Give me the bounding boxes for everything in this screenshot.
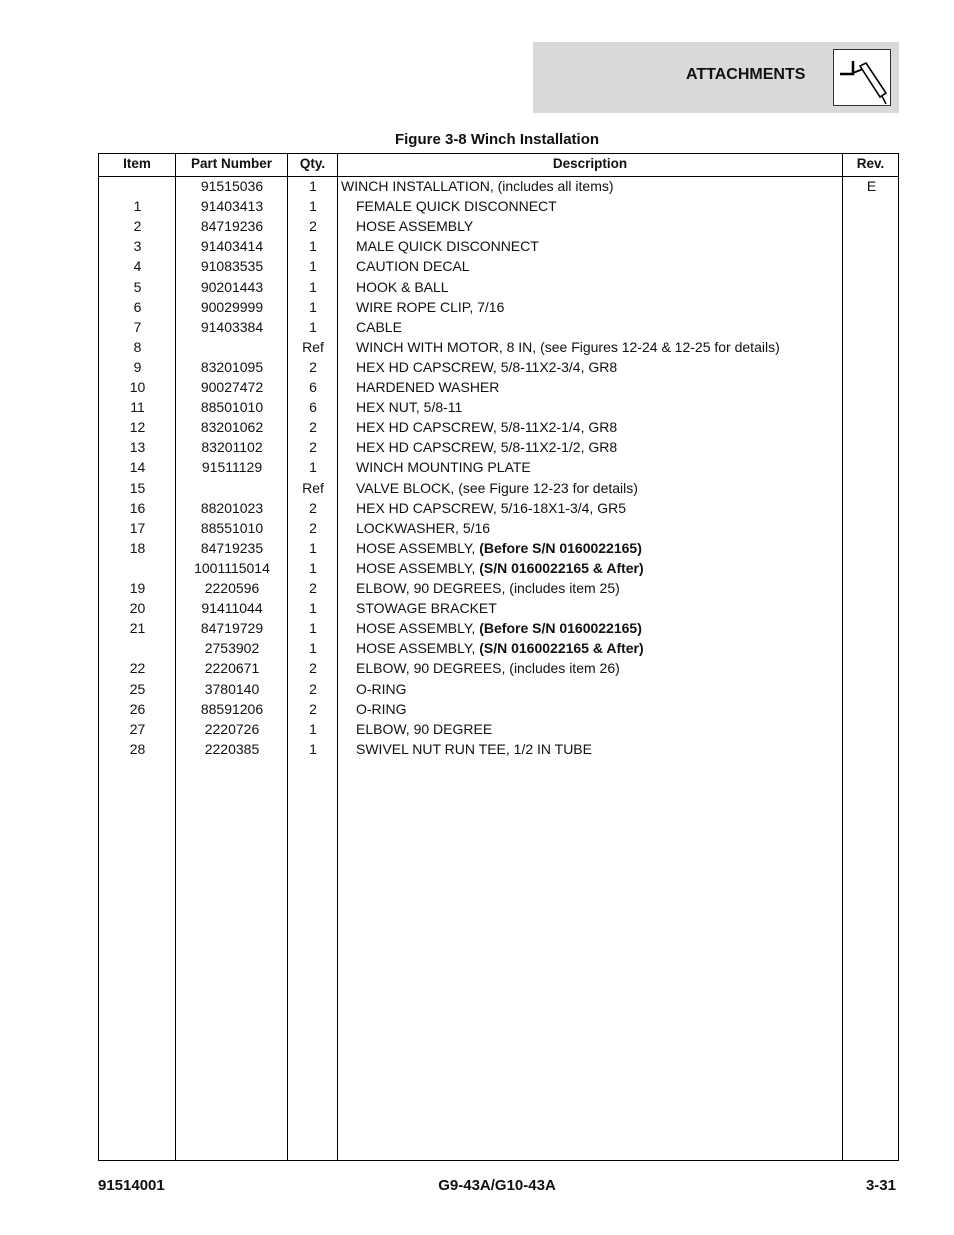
- quantity: 2: [309, 700, 317, 717]
- quantity: 2: [309, 519, 317, 536]
- table-row: [99, 337, 898, 357]
- table-row: [99, 317, 898, 337]
- part-number: 91511129: [201, 459, 263, 476]
- description-text: HEX HD CAPSCREW, 5/16-18X1-3/4, GR5: [356, 499, 626, 516]
- quantity: 2: [309, 499, 317, 516]
- column-header-rev: Rev.: [856, 156, 885, 171]
- part-number: 2220671: [204, 660, 260, 677]
- item-number: 27: [129, 720, 146, 737]
- table-row: [99, 176, 898, 196]
- serial-range-note: (S/N 0160022165 & After): [479, 559, 644, 576]
- part-number: 88501010: [200, 399, 264, 416]
- table-row: [99, 256, 898, 276]
- item-number: 8: [133, 338, 142, 355]
- description: [356, 518, 856, 538]
- description-text: FEMALE QUICK DISCONNECT: [356, 198, 557, 215]
- description-text: HEX HD CAPSCREW, 5/8-11X2-3/4, GR8: [356, 358, 618, 375]
- part-number: 2220385: [204, 740, 260, 757]
- table-row: [99, 478, 898, 498]
- item-number: 1: [133, 198, 142, 215]
- quantity: 1: [309, 720, 317, 737]
- quantity: 6: [309, 379, 317, 395]
- part-number: 91403384: [200, 318, 264, 335]
- description-text: WINCH WITH MOTOR, 8 IN, (see Figures 12-24 & 12-25 for details): [356, 338, 780, 355]
- table-row: [99, 618, 898, 638]
- description-text: O-RING: [356, 680, 407, 697]
- quantity: 1: [309, 178, 317, 194]
- part-number: 91403414: [200, 238, 264, 255]
- table-row: [99, 437, 898, 457]
- revision: E: [866, 178, 877, 194]
- description-text: ELBOW, 90 DEGREES, (includes item 26): [356, 660, 620, 677]
- description-text: LOCKWASHER, 5/16: [356, 519, 491, 536]
- description: [356, 638, 856, 658]
- description: [356, 297, 856, 317]
- part-number: 3780140: [204, 680, 260, 697]
- description-text: STOWAGE BRACKET: [356, 600, 497, 617]
- table-row: [99, 719, 898, 739]
- quantity: 1: [309, 600, 317, 617]
- item-number: 10: [129, 379, 146, 395]
- description-text: MALE QUICK DISCONNECT: [356, 238, 539, 255]
- column-header-part-number: Part Number: [190, 156, 273, 171]
- description: [356, 397, 856, 417]
- table-row: [99, 598, 898, 618]
- part-number: 90029999: [200, 298, 264, 315]
- quantity: 2: [309, 358, 317, 375]
- description: [356, 739, 856, 759]
- quantity: 1: [309, 640, 317, 657]
- item-number: 26: [129, 700, 146, 717]
- part-number: 88201023: [200, 499, 264, 516]
- description: [356, 578, 856, 598]
- item-number: 22: [129, 660, 146, 677]
- table-row: [99, 457, 898, 477]
- item-number: 6: [133, 298, 142, 315]
- footer-page-number: 3-31: [865, 1177, 896, 1194]
- serial-range-note: (S/N 0160022165 & After): [479, 640, 644, 657]
- table-row: [99, 196, 898, 216]
- table-row: [99, 518, 898, 538]
- description-text: HEX HD CAPSCREW, 5/8-11X2-1/2, GR8: [356, 439, 618, 456]
- description-text: WIRE ROPE CLIP, 7/16: [356, 298, 505, 315]
- part-number: 2220726: [204, 720, 260, 737]
- table-row: [99, 699, 898, 719]
- item-number: 28: [129, 740, 146, 757]
- quantity: 2: [309, 419, 317, 436]
- quantity: 2: [309, 680, 317, 697]
- description: [356, 457, 856, 477]
- description: [356, 317, 856, 337]
- quantity: 1: [309, 539, 317, 556]
- quantity: 1: [309, 620, 317, 637]
- item-number: 15: [129, 479, 146, 496]
- description: [356, 256, 856, 276]
- part-number: 84719236: [200, 218, 264, 235]
- description: [356, 658, 856, 678]
- table-row: [99, 236, 898, 256]
- description: [356, 719, 856, 739]
- table-row: [99, 297, 898, 317]
- description: [341, 176, 841, 196]
- item-number: 12: [129, 419, 146, 436]
- part-number: 91083535: [200, 258, 264, 275]
- footer-document-number: 91514001: [98, 1177, 165, 1194]
- part-number: 83201102: [201, 439, 263, 456]
- item-number: 20: [129, 600, 146, 617]
- part-number: 83201062: [200, 419, 264, 436]
- quantity: 1: [309, 238, 317, 255]
- description: [356, 437, 856, 457]
- column-header-qty: Qty.: [299, 156, 326, 171]
- table-row: [99, 739, 898, 759]
- description: [356, 498, 856, 518]
- description: [356, 277, 856, 297]
- table-row: [99, 377, 898, 397]
- quantity: 1: [309, 258, 317, 275]
- item-number: 7: [133, 318, 142, 335]
- description: [356, 196, 856, 216]
- description: [356, 236, 856, 256]
- table-row: [99, 277, 898, 297]
- quantity: 1: [309, 459, 317, 476]
- description: [356, 417, 856, 437]
- item-number: 3: [133, 238, 142, 255]
- item-number: 21: [129, 620, 146, 637]
- quantity: 1: [309, 298, 317, 315]
- table-row: [99, 498, 898, 518]
- description-text: HARDENED WASHER: [356, 379, 500, 395]
- item-number: 14: [129, 459, 146, 476]
- description: [356, 558, 856, 578]
- item-number: 18: [129, 539, 146, 556]
- quantity: 1: [309, 198, 317, 215]
- description-text: HOSE ASSEMBLY: [356, 218, 474, 235]
- column-header-item: Item: [123, 156, 151, 171]
- part-number: 91411044: [201, 600, 263, 617]
- table-row: [99, 397, 898, 417]
- part-number: 2220596: [204, 580, 260, 596]
- serial-range-note: (Before S/N 0160022165): [479, 620, 642, 637]
- table-row: [99, 658, 898, 678]
- part-number: 88591206: [200, 700, 264, 717]
- quantity: 1: [309, 318, 317, 335]
- figure-title: Figure 3-8 Winch Installation: [394, 131, 600, 148]
- description-text: CAUTION DECAL: [356, 258, 470, 275]
- footer-model: G9-43A/G10-43A: [438, 1177, 556, 1194]
- quantity: 2: [309, 660, 317, 677]
- part-number: 91515036: [200, 178, 264, 194]
- description: [356, 618, 856, 638]
- item-number: 25: [129, 680, 146, 697]
- item-number: 2: [133, 218, 142, 235]
- parts-table: [98, 153, 899, 1161]
- table-row: [99, 216, 898, 236]
- description-text: HOSE ASSEMBLY,: [356, 640, 480, 657]
- item-number: 11: [130, 399, 145, 416]
- table-row: [99, 679, 898, 699]
- table-row: [99, 558, 898, 578]
- part-number: 84719729: [200, 620, 264, 637]
- part-number: 83201095: [200, 358, 264, 375]
- quantity: Ref: [302, 479, 324, 496]
- description-text: VALVE BLOCK, (see Figure 12-23 for details): [356, 479, 638, 496]
- table-row: [99, 538, 898, 558]
- quantity: 2: [309, 580, 317, 596]
- item-number: 19: [129, 580, 146, 596]
- description-text: HOSE ASSEMBLY,: [356, 620, 480, 637]
- table-row: [99, 638, 898, 658]
- item-number: 9: [133, 358, 142, 375]
- column-header-description: Description: [552, 156, 628, 171]
- table-row: [99, 357, 898, 377]
- quantity: 2: [309, 218, 317, 235]
- quantity: 2: [309, 439, 317, 456]
- description-text: CABLE: [356, 318, 402, 335]
- quantity: Ref: [302, 338, 324, 355]
- description: [356, 216, 856, 236]
- description: [356, 679, 856, 699]
- part-number: 90201443: [200, 278, 264, 295]
- description-text: HOSE ASSEMBLY,: [356, 539, 480, 556]
- description-text: WINCH INSTALLATION, (includes all items): [341, 178, 614, 194]
- item-number: 13: [129, 439, 146, 456]
- serial-range-note: (Before S/N 0160022165): [479, 539, 642, 556]
- section-title: ATTACHMENTS: [686, 66, 806, 83]
- description-text: HOSE ASSEMBLY,: [356, 559, 480, 576]
- quantity: 1: [309, 278, 317, 295]
- item-number: 4: [133, 258, 142, 275]
- table-row: [99, 417, 898, 437]
- part-number: 91403413: [200, 198, 264, 215]
- part-number: 2753902: [204, 640, 260, 657]
- part-number: 84719235: [200, 539, 264, 556]
- description: [356, 357, 856, 377]
- item-number: 5: [133, 278, 142, 295]
- description: [356, 377, 856, 397]
- description-text: ELBOW, 90 DEGREES, (includes item 25): [356, 580, 620, 596]
- description: [356, 478, 856, 498]
- description-text: HEX NUT, 5/8-11: [356, 399, 463, 416]
- description: [356, 598, 856, 618]
- description: [356, 538, 856, 558]
- part-number: 88551010: [200, 519, 264, 536]
- item-number: 16: [129, 499, 146, 516]
- quantity: 1: [309, 559, 317, 576]
- part-number: 90027472: [200, 379, 264, 395]
- part-number: 1001115014: [194, 559, 270, 576]
- description: [356, 337, 856, 357]
- description-text: SWIVEL NUT RUN TEE, 1/2 IN TUBE: [356, 740, 592, 757]
- attachment-arm-icon: [833, 49, 891, 106]
- quantity: 6: [309, 399, 317, 416]
- item-number: 17: [129, 519, 146, 536]
- description-text: O-RING: [356, 700, 407, 717]
- table-row: [99, 578, 898, 598]
- description-text: ELBOW, 90 DEGREE: [356, 720, 493, 737]
- quantity: 1: [309, 740, 317, 757]
- description-text: HEX HD CAPSCREW, 5/8-11X2-1/4, GR8: [356, 419, 618, 436]
- description: [356, 699, 856, 719]
- description-text: WINCH MOUNTING PLATE: [356, 459, 531, 476]
- description-text: HOOK & BALL: [356, 278, 449, 295]
